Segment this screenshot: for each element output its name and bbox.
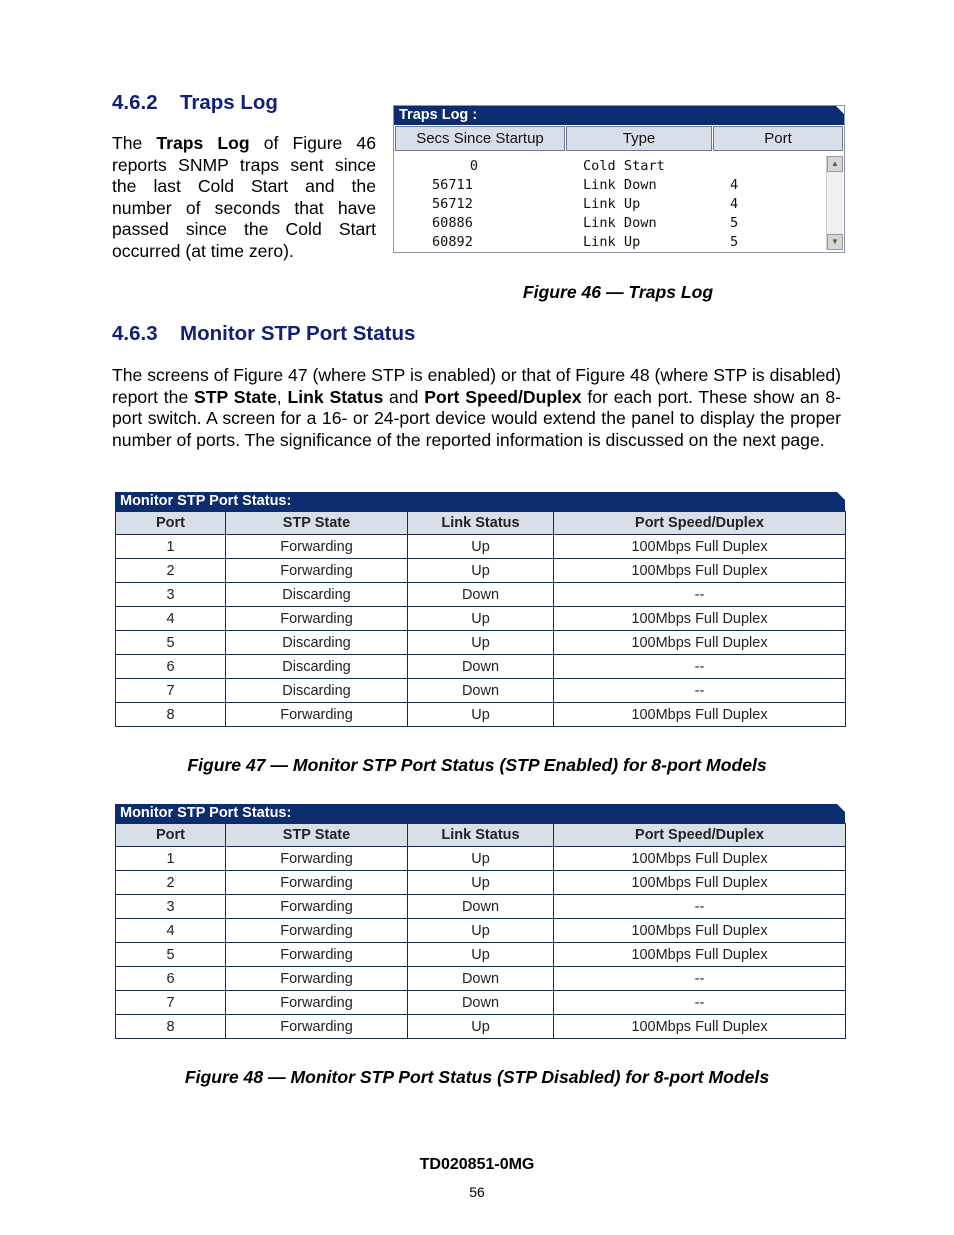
figure-46-caption: Figure 46 — Traps Log bbox=[522, 282, 714, 302]
stp-panel-titlebar bbox=[115, 492, 845, 511]
cell-link-status: Up bbox=[408, 607, 554, 631]
cell-port: 1 bbox=[116, 847, 226, 871]
table-row bbox=[116, 559, 846, 583]
cell-link-status: Up bbox=[408, 919, 554, 943]
cell-port: 7 bbox=[116, 679, 226, 703]
cell-port: 4 bbox=[116, 607, 226, 631]
cell-stp-state: Discarding bbox=[226, 631, 408, 655]
traps-log-panel bbox=[393, 105, 845, 253]
trap-secs: 60886 bbox=[432, 215, 473, 231]
cell-speed-duplex: -- bbox=[554, 991, 846, 1015]
table-row bbox=[116, 943, 846, 967]
cell-stp-state: Forwarding bbox=[226, 559, 408, 583]
table-row bbox=[116, 871, 846, 895]
table-row bbox=[116, 967, 846, 991]
trap-type: Link Down bbox=[583, 215, 657, 231]
cell-speed-duplex: 100Mbps Full Duplex bbox=[554, 1015, 846, 1039]
table-header-row bbox=[116, 512, 846, 535]
cell-speed-duplex: 100Mbps Full Duplex bbox=[554, 943, 846, 967]
table-row bbox=[116, 919, 846, 943]
cell-stp-state: Forwarding bbox=[226, 919, 408, 943]
stp-status-panel-disabled bbox=[115, 804, 845, 1039]
trap-secs: 56711 bbox=[432, 177, 473, 193]
trap-port: 5 bbox=[730, 234, 739, 250]
stp-status-table bbox=[115, 511, 846, 727]
trap-secs: 60892 bbox=[432, 234, 473, 250]
cell-link-status: Up bbox=[408, 703, 554, 727]
trap-type: Link Down bbox=[583, 177, 657, 193]
table-row bbox=[116, 679, 846, 703]
cell-stp-state: Discarding bbox=[226, 655, 408, 679]
table-row bbox=[116, 847, 846, 871]
stp-status-panel-enabled bbox=[115, 492, 845, 727]
cell-speed-duplex: 100Mbps Full Duplex bbox=[554, 607, 846, 631]
bold-term: Link Status bbox=[287, 386, 384, 407]
table-header-row bbox=[116, 824, 846, 847]
trap-port: 5 bbox=[730, 215, 739, 231]
cell-link-status: Down bbox=[408, 967, 554, 991]
cell-port: 8 bbox=[116, 1015, 226, 1039]
figure-47-caption: Figure 47 — Monitor STP Port Status (STP Enabled) for 8-port Models bbox=[187, 755, 767, 775]
trap-type: Cold Start bbox=[583, 158, 665, 174]
header-port: Port bbox=[116, 824, 226, 847]
header-link-status: Link Status bbox=[408, 512, 554, 535]
column-header-type[interactable]: Type bbox=[566, 126, 712, 151]
table-row bbox=[116, 991, 846, 1015]
cell-port: 1 bbox=[116, 535, 226, 559]
header-stp-state: STP State bbox=[226, 512, 408, 535]
cell-port: 5 bbox=[116, 943, 226, 967]
cell-stp-state: Discarding bbox=[226, 679, 408, 703]
cell-port: 3 bbox=[116, 583, 226, 607]
cell-port: 6 bbox=[116, 967, 226, 991]
cell-speed-duplex: 100Mbps Full Duplex bbox=[554, 703, 846, 727]
scroll-down-icon[interactable]: ▼ bbox=[827, 234, 843, 250]
cell-speed-duplex: 100Mbps Full Duplex bbox=[554, 535, 846, 559]
cell-stp-state: Forwarding bbox=[226, 1015, 408, 1039]
cell-speed-duplex: 100Mbps Full Duplex bbox=[554, 919, 846, 943]
cell-link-status: Up bbox=[408, 559, 554, 583]
bold-term: STP State bbox=[194, 386, 277, 407]
cell-speed-duplex: -- bbox=[554, 895, 846, 919]
table-row bbox=[116, 1015, 846, 1039]
header-link-status: Link Status bbox=[408, 824, 554, 847]
cell-speed-duplex: 100Mbps Full Duplex bbox=[554, 871, 846, 895]
cell-speed-duplex: 100Mbps Full Duplex bbox=[554, 559, 846, 583]
stp-panel-titlebar bbox=[115, 804, 845, 823]
trap-port: 4 bbox=[730, 177, 739, 193]
cell-link-status: Down bbox=[408, 895, 554, 919]
cell-stp-state: Forwarding bbox=[226, 895, 408, 919]
cell-stp-state: Forwarding bbox=[226, 535, 408, 559]
cell-speed-duplex: -- bbox=[554, 679, 846, 703]
cell-port: 5 bbox=[116, 631, 226, 655]
cell-link-status: Down bbox=[408, 991, 554, 1015]
cell-stp-state: Forwarding bbox=[226, 847, 408, 871]
cell-link-status: Up bbox=[408, 631, 554, 655]
cell-speed-duplex: -- bbox=[554, 967, 846, 991]
figure-48-caption: Figure 48 — Monitor STP Port Status (STP Disabled) for 8-port Models bbox=[184, 1067, 770, 1087]
table-row bbox=[116, 703, 846, 727]
header-port-speed-duplex: Port Speed/Duplex bbox=[554, 512, 846, 535]
cell-port: 8 bbox=[116, 703, 226, 727]
stp-status-table bbox=[115, 823, 846, 1039]
column-header-secs[interactable]: Secs Since Startup bbox=[395, 126, 565, 151]
text-run: The screens of Figure 47 (where STP is enabled) or that of Figure 48 (where STP is disabled) report the bbox=[112, 365, 841, 407]
trap-port: 4 bbox=[730, 196, 739, 212]
table-row bbox=[116, 895, 846, 919]
cell-port: 4 bbox=[116, 919, 226, 943]
section-heading-traps-log bbox=[112, 91, 278, 115]
corner-notch bbox=[836, 106, 844, 114]
traps-log-paragraph bbox=[112, 133, 376, 263]
cell-link-status: Down bbox=[408, 655, 554, 679]
text-run: of Figure 46 reports SNMP traps sent since the last Cold Start and the number of seconds that have passed since the Cold Start occurred (at time zero). bbox=[112, 133, 376, 261]
vertical-scrollbar[interactable] bbox=[826, 156, 843, 250]
trap-type: Link Up bbox=[583, 234, 641, 250]
list-item[interactable] bbox=[394, 176, 824, 195]
page-number: 56 bbox=[469, 1184, 485, 1200]
trap-secs: 56712 bbox=[432, 196, 473, 212]
cell-port: 7 bbox=[116, 991, 226, 1015]
text-run: for each port. These show an 8-port switch. A screen for a 16- or 24-port device would extend the panel to display the proper number of ports. The significance of the reported information is discussed on the next page. bbox=[112, 386, 841, 450]
cell-link-status: Up bbox=[408, 943, 554, 967]
cell-stp-state: Forwarding bbox=[226, 871, 408, 895]
corner-notch bbox=[837, 804, 845, 812]
section-number: 4.6.3 bbox=[112, 322, 158, 345]
cell-stp-state: Forwarding bbox=[226, 967, 408, 991]
cell-speed-duplex: -- bbox=[554, 655, 846, 679]
cell-stp-state: Discarding bbox=[226, 583, 408, 607]
stp-panel-title: Monitor STP Port Status: bbox=[120, 805, 292, 821]
trap-type: Link Up bbox=[583, 196, 641, 212]
scroll-up-icon[interactable]: ▲ bbox=[827, 156, 843, 172]
header-port-speed-duplex: Port Speed/Duplex bbox=[554, 824, 846, 847]
stp-paragraph bbox=[112, 365, 841, 451]
document-id: TD020851-0MG bbox=[419, 1156, 535, 1173]
table-row bbox=[116, 583, 846, 607]
cell-stp-state: Forwarding bbox=[226, 991, 408, 1015]
list-item[interactable] bbox=[394, 195, 824, 214]
cell-link-status: Down bbox=[408, 679, 554, 703]
section-title: Monitor STP Port Status bbox=[180, 322, 416, 345]
trap-secs: 0 bbox=[469, 158, 478, 174]
column-header-port[interactable]: Port bbox=[713, 126, 843, 151]
header-stp-state: STP State bbox=[226, 824, 408, 847]
cell-port: 2 bbox=[116, 559, 226, 583]
text-run: The bbox=[112, 133, 157, 153]
stp-panel-title: Monitor STP Port Status: bbox=[120, 493, 292, 509]
cell-link-status: Down bbox=[408, 583, 554, 607]
cell-port: 2 bbox=[116, 871, 226, 895]
list-item[interactable] bbox=[394, 214, 824, 233]
cell-port: 3 bbox=[116, 895, 226, 919]
cell-link-status: Up bbox=[408, 847, 554, 871]
bold-term: Port Speed/Duplex bbox=[424, 386, 582, 407]
bold-term: Traps Log bbox=[156, 133, 250, 153]
cell-speed-duplex: 100Mbps Full Duplex bbox=[554, 631, 846, 655]
cell-link-status: Up bbox=[408, 535, 554, 559]
cell-stp-state: Forwarding bbox=[226, 607, 408, 631]
section-heading-stp-port-status bbox=[112, 322, 415, 346]
cell-stp-state: Forwarding bbox=[226, 703, 408, 727]
list-item[interactable] bbox=[394, 157, 824, 176]
cell-speed-duplex: -- bbox=[554, 583, 846, 607]
traps-log-title: Traps Log : bbox=[399, 107, 478, 123]
text-run: , bbox=[276, 386, 288, 407]
table-row bbox=[116, 535, 846, 559]
text-run: and bbox=[383, 386, 425, 407]
table-row bbox=[116, 631, 846, 655]
corner-notch bbox=[837, 492, 845, 500]
header-port: Port bbox=[116, 512, 226, 535]
cell-speed-duplex: 100Mbps Full Duplex bbox=[554, 847, 846, 871]
table-row bbox=[116, 607, 846, 631]
cell-stp-state: Forwarding bbox=[226, 943, 408, 967]
section-title: Traps Log bbox=[180, 91, 278, 114]
cell-link-status: Up bbox=[408, 871, 554, 895]
traps-log-titlebar bbox=[394, 106, 844, 125]
list-item[interactable] bbox=[394, 233, 824, 252]
cell-port: 6 bbox=[116, 655, 226, 679]
section-number: 4.6.2 bbox=[112, 91, 158, 114]
cell-link-status: Up bbox=[408, 1015, 554, 1039]
table-row bbox=[116, 655, 846, 679]
traps-log-list[interactable] bbox=[394, 153, 824, 251]
